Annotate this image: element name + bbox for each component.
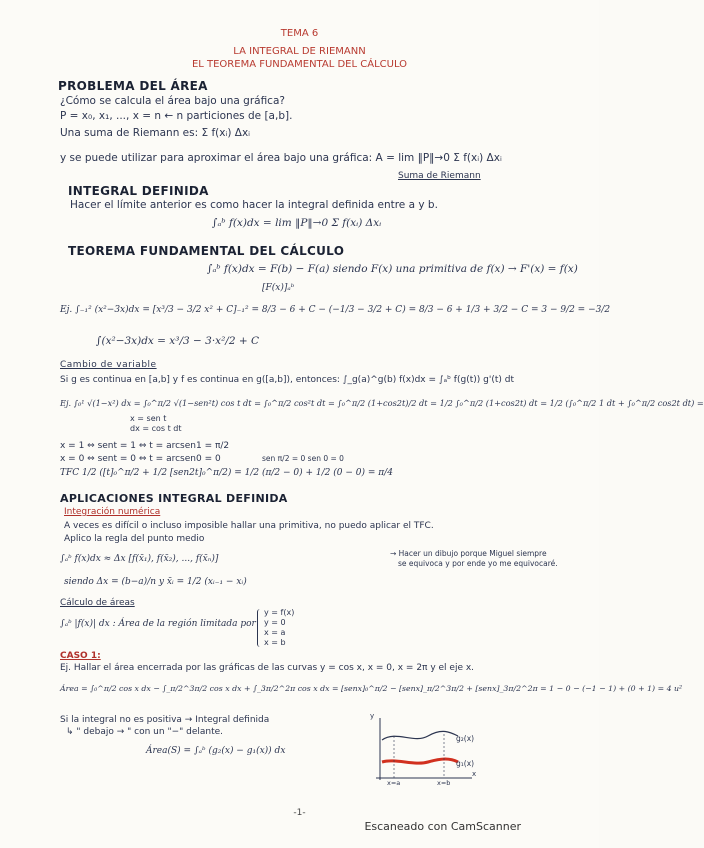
camscanner-watermark: Escaneado con CamScanner <box>364 820 521 833</box>
tema-label: TEMA 6 <box>280 28 319 39</box>
g1-curve <box>382 759 458 763</box>
integracion-numerica-heading: Integración numérica <box>64 507 161 517</box>
definite-heading: INTEGRAL DEFINIDA <box>68 184 209 198</box>
tfc-formula: ∫ₐᵇ f(x)dx = F(b) − F(a) siendo F(x) una primitiva de f(x) → F'(x) = f(x) <box>207 263 578 275</box>
region-cond-4: x = b <box>264 638 286 647</box>
x-axis-label: x <box>472 770 477 778</box>
g1-label: g₁(x) <box>456 759 475 768</box>
numerica-text1: A veces es difícil o incluso imposible hallar una primitiva, no puedo aplicar el TFC. <box>64 521 434 531</box>
caso-label: CASO 1: <box>60 651 101 661</box>
caso-note2: ↳ " debajo → " con un "−" delante. <box>66 727 224 737</box>
g2-curve <box>382 731 458 740</box>
region-cond-1: y = f(x) <box>264 608 295 617</box>
area-partition: P = x₀, x₁, ..., x = n ← n particiones de [a,b]. <box>60 110 293 122</box>
delta-formula: siendo Δx = (b−a)/n y x̄ᵢ = 1/2 (xᵢ₋₁ − xᵢ) <box>64 577 247 587</box>
riemann-sum: Una suma de Riemann es: Σ f(xᵢ) Δxᵢ <box>60 127 251 139</box>
midpoint-formula: ∫ₐᵇ f(x)dx ≈ Δx [f(x̄₁), f(x̄₂), ..., f(x̄ₙ)] <box>60 554 219 564</box>
cambio-result: TFC 1/2 ([t]₀^π/2 + 1/2 [sen2t]₀^π/2) = 1/2 (π/2 − 0) + 1/2 (0 − 0) = π/4 <box>60 468 393 478</box>
page-number: -1- <box>293 808 306 818</box>
sin-note: sen π/2 = 0 sen 0 = 0 <box>262 454 344 463</box>
region-cond-2: y = 0 <box>264 618 286 627</box>
page-title-line2: EL TEOREMA FUNDAMENTAL DEL CÁLCULO <box>191 59 408 70</box>
y-axis-label: y <box>370 712 375 720</box>
cambio-example: Ej. ∫₀¹ √(1−x²) dx = ∫₀^π/2 √(1−sen²t) cos t dt = ∫₀^π/2 cos²t dt = ∫₀^π/2 (1+cos2t)/2 dt = 1/2 ∫₀^π/2 (1+cos2t) dt = 1/2 (∫₀^π/2 1 dt + ∫₀^π/2 cos2t dt) = <box>60 398 704 408</box>
xa-label: x=a <box>387 779 401 787</box>
area-question: ¿Cómo se calcula el área bajo una gráfica? <box>60 95 285 107</box>
region-brace <box>257 609 262 647</box>
riemann-label: Suma de Riemann <box>398 171 481 181</box>
drawing-note2: se equivoca y por ende yo me equivocaré. <box>398 559 558 568</box>
limit-upper: x = 1 ⇔ sent = 1 ⇔ t = arcsen1 = π/2 <box>60 441 230 451</box>
cambio-heading: Cambio de variable <box>60 360 157 370</box>
tfc-heading: TEOREMA FUNDAMENTAL DEL CÁLCULO <box>68 244 345 258</box>
drawing-note1: → Hacer un dibujo porque Miguel siempre <box>390 549 547 558</box>
caso-statement: Ej. Hallar el área encerrada por las gráficas de las curvas y = cos x, x = 0, x = 2π y el eje x. <box>60 663 475 673</box>
substitution-dx: dx = cos t dt <box>130 424 182 433</box>
limit-lower: x = 0 ⇔ sent = 0 ⇔ t = arcsen0 = 0 <box>60 454 221 464</box>
aplicaciones-heading: APLICACIONES INTEGRAL DEFINIDA <box>60 492 288 505</box>
substitution-x: x = sen t <box>130 414 167 423</box>
definite-formula: ∫ₐᵇ f(x)dx = lim ‖P‖→0 Σ f(xᵢ) Δxᵢ <box>212 217 382 229</box>
tfc-example: Ej. ∫₋₁² (x²−3x)dx = [x³/3 − 3/2 x² + C]₋₁² = 8/3 − 6 + C − (−1/3 − 3/2 + C) = 8/3 − 6 + 1/3 + 3/2 − C = 3 − 9/2 = −3/2 <box>60 305 611 315</box>
area-definition: ∫ₐᵇ |f(x)| dx : Área de la región limitada por <box>60 619 256 629</box>
area-approx: y se puede utilizar para aproximar el área bajo una gráfica: A = lim ‖P‖→0 Σ f(xᵢ) Δxᵢ <box>60 152 502 164</box>
caso-note1: Si la integral no es positiva → Integral definida <box>60 715 270 725</box>
calculo-areas-heading: Cálculo de áreas <box>60 598 135 608</box>
region-cond-3: x = a <box>264 628 286 637</box>
area-between-formula: Área(S) = ∫ₐᵇ (g₂(x) − g₁(x)) dx <box>146 746 286 756</box>
caso-computation: Área = ∫₀^π/2 cos x dx − ∫_π/2^3π/2 cos x dx + ∫_3π/2^2π cos x dx = [senx]₀^π/2 − [senx]_π/2^3π/2 + [senx]_3π/2^2π = 1 − 0 − (−1 − 1) + (0 + 1) = 4 u² <box>60 684 683 693</box>
area-between-graph <box>366 714 478 792</box>
cambio-theorem: Si g es continua en [a,b] y f es continua en g([a,b]), entonces: ∫_g(a)^g(b) f(x)dx = ∫ₐᵇ f(g(t)) g'(t) dt <box>60 375 514 385</box>
area-heading: PROBLEMA DEL ÁREA <box>58 79 208 93</box>
page-title-line1: LA INTEGRAL DE RIEMANN <box>233 46 366 57</box>
g2-label: g₂(x) <box>456 734 475 743</box>
xb-label: x=b <box>437 779 451 787</box>
tfc-primitive: ∫(x²−3x)dx = x³/3 − 3·x²/2 + C <box>96 335 260 347</box>
tfc-bracket: [F(x)]ₐᵇ <box>262 283 295 293</box>
numerica-text2: Aplico la regla del punto medio <box>64 534 205 544</box>
definite-text: Hacer el límite anterior es como hacer la integral definida entre a y b. <box>70 199 438 211</box>
